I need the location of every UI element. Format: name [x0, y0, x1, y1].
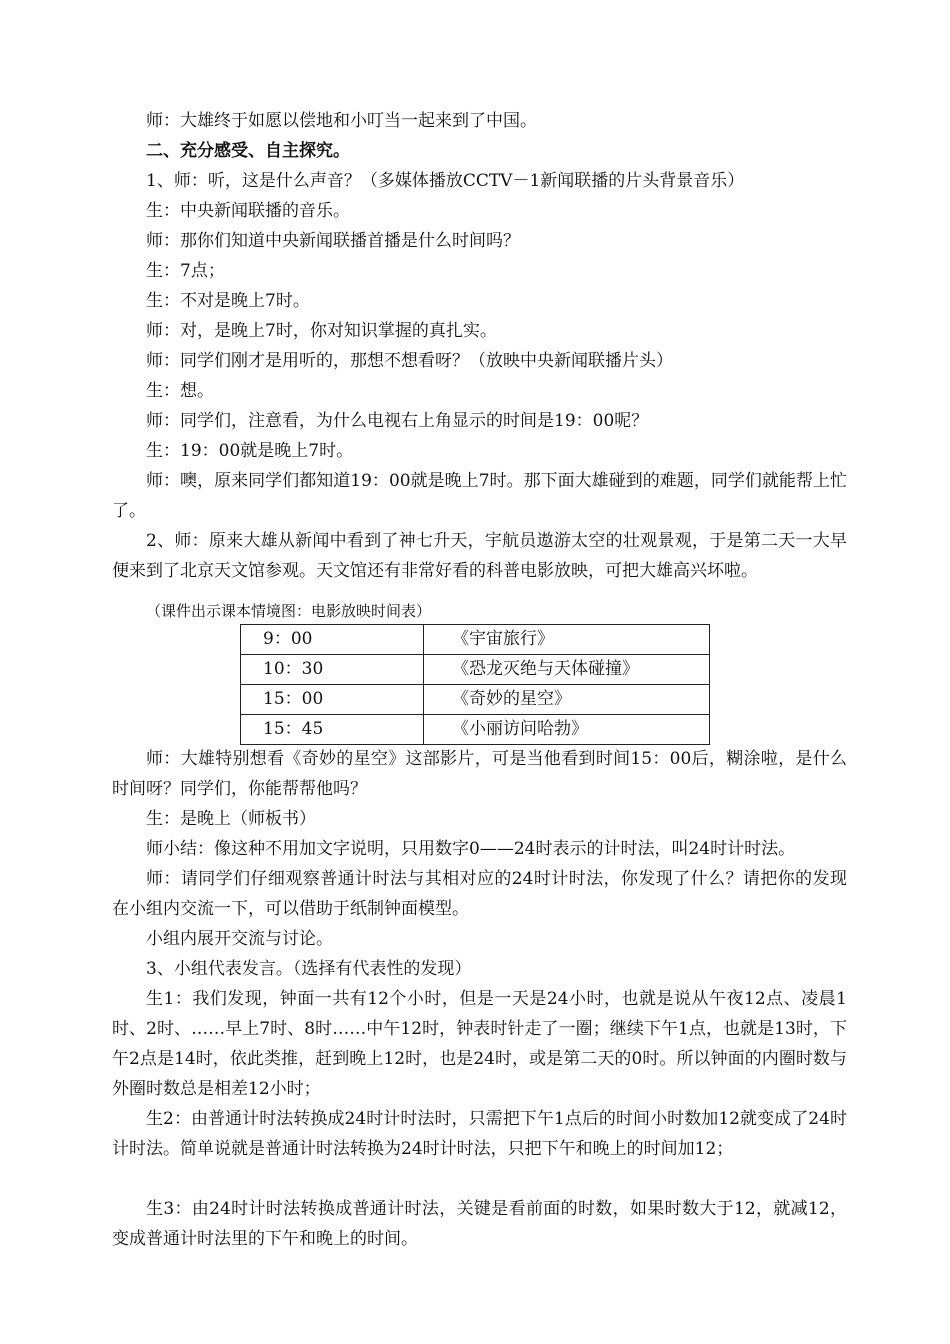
section-heading: 二、充分感受、自主探究。 [146, 141, 350, 161]
paragraph: 2、师：原来大雄从新闻中看到了神七升天，宇航员遨游太空的壮观景观，于是第二天一大早便来到了北京天文馆参观。天文馆还有非常好看的科普电影放映，可把大雄高兴坏啦。 [112, 531, 847, 581]
schedule-time: 10：30 [241, 655, 424, 685]
table-caption: （课件出示课本情境图：电影放映时间表） [146, 602, 432, 620]
schedule-film: 《宇宙旅行》 [424, 625, 710, 655]
paragraph: 师：噢，原来同学们都知道19：00就是晚上7时。那下面大雄碰到的难题，同学们就能帮上忙了。 [112, 471, 847, 521]
paragraph: 3、小组代表发言。（选择有代表性的发现） [146, 959, 472, 979]
schedule-time: 15：00 [241, 685, 424, 715]
schedule-time: 9：00 [241, 625, 424, 655]
table-row [241, 715, 710, 745]
paragraph: 生1：我们发现，钟面一共有12个小时，但是一天是24小时，也就是说从午夜12点、凌晨1时、2时、……早上7时、8时……中午12时，钟表时针走了一圈；继续下午1点，也就是13时，下午2点是14时，依此类推，赶到晚上12时，也是24时，或是第二天的0时。所以钟面的内圈时数与外圈时数总是相差12小时； [112, 989, 847, 1099]
schedule-film: 《奇妙的星空》 [424, 685, 710, 715]
paragraph: 师：请同学们仔细观察普通计时法与其相对应的24时计时法，你发现了什么？请把你的发现在小组内交流一下，可以借助于纸制钟面模型。 [112, 869, 847, 919]
paragraph: 生：想。 [146, 381, 214, 401]
paragraph: 生：是晚上（师板书） [146, 809, 316, 829]
paragraph: 师：对，是晚上7时，你对知识掌握的真扎实。 [146, 321, 497, 341]
paragraph: 生3：由24时计时法转换成普通计时法，关键是看前面的时数，如果时数大于12，就减12，变成普通计时法里的下午和晚上的时间。 [112, 1199, 847, 1249]
schedule-time: 15：45 [241, 715, 424, 745]
schedule-film: 《小丽访问哈勃》 [424, 715, 710, 745]
paragraph: 师：同学们，注意看，为什么电视右上角显示的时间是19：00呢？ [146, 411, 649, 431]
paragraph: 生：19：00就是晚上7时。 [146, 441, 354, 461]
paragraph: 生：7点； [146, 261, 225, 281]
paragraph: 生：不对是晚上7时。 [146, 291, 310, 311]
paragraph: 师：大雄终于如愿以偿地和小叮当一起来到了中国。 [146, 111, 537, 131]
paragraph: 小组内展开交流与讨论。 [146, 929, 333, 949]
paragraph: 师：那你们知道中央新闻联播首播是什么时间吗？ [146, 231, 520, 251]
paragraph: 师：同学们刚才是用听的，那想不想看呀？（放映中央新闻联播片头） [146, 351, 673, 371]
table-row [241, 625, 710, 655]
schedule-film: 《恐龙灭绝与天体碰撞》 [424, 655, 710, 685]
table-row [241, 685, 710, 715]
movie-schedule-table [240, 624, 710, 745]
paragraph: 生：中央新闻联播的音乐。 [146, 201, 350, 221]
paragraph: 师小结：像这种不用加文字说明，只用数字0——24时表示的计时法，叫24时计时法。 [146, 839, 796, 859]
table-row [241, 655, 710, 685]
paragraph: 1、师：听，这是什么声音？（多媒体播放CCTV－1新闻联播的片头背景音乐） [146, 171, 745, 191]
paragraph: 师：大雄特别想看《奇妙的星空》这部影片，可是当他看到时间15：00后，糊涂啦，是什么时间呀？同学们，你能帮帮他吗？ [112, 749, 847, 799]
paragraph: 生2：由普通计时法转换成24时计时法时，只需把下午1点后的时间小时数加12就变成了24时计时法。简单说就是普通计时法转换为24时计时法，只把下午和晚上的时间加12； [112, 1109, 847, 1159]
